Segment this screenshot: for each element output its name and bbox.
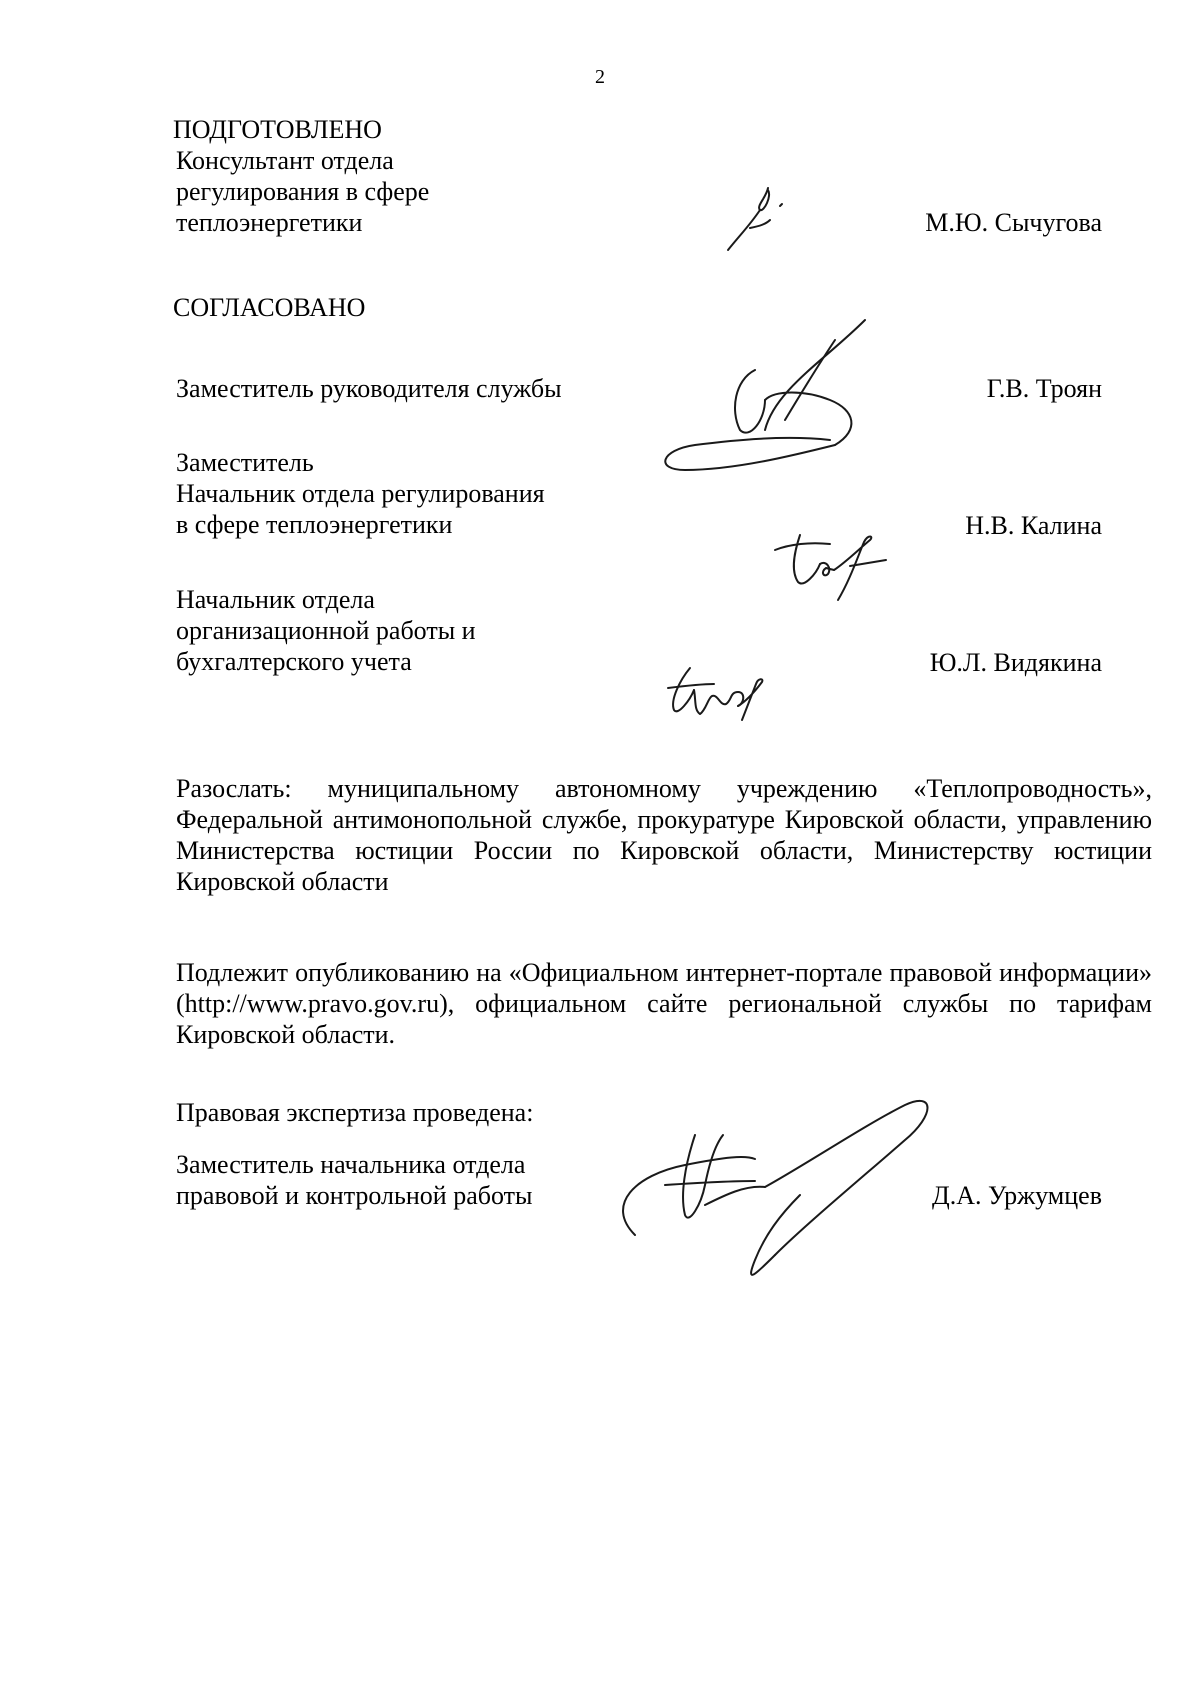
prepared-name: М.Ю. Сычугова (925, 208, 1102, 237)
legal-review-role: Заместитель начальника отдела правовой и контрольной работы (176, 1150, 533, 1210)
signatory-role-1: Заместитель руководителя службы (176, 374, 562, 403)
signature-vidyakina (660, 660, 780, 740)
prepared-heading: ПОДГОТОВЛЕНО (173, 115, 382, 144)
signatory-role-3: Начальник отдела организационной работы и бухгалтерского учета (176, 585, 476, 676)
signatory-name-1: Г.В. Троян (986, 374, 1102, 403)
signature-urzhumtsev (605, 1085, 945, 1285)
signature-sychugova (720, 180, 810, 260)
signatory-role-2: Заместитель Начальник отдела регулирования в сфере теплоэнергетики (176, 448, 545, 539)
signature-troyan (655, 310, 915, 510)
page-number: 2 (595, 66, 605, 88)
publication-text: Подлежит опубликованию на «Официальном интернет-портале правовой информации» (http://www.pravo.gov.ru), официальном сайте региональной службы по тарифам Кировской области. (176, 958, 1152, 1049)
approved-heading: СОГЛАСОВАНО (173, 293, 366, 322)
distribution-text: Разослать: муниципальному автономному учреждению «Теплопроводность», Федеральной антимонопольной службе, прокуратуре Кировской области, управлению Министерства юстиции России по Кировской области, Министерству юстиции Кировской области (176, 774, 1152, 896)
signature-kalina (770, 520, 910, 610)
signatory-name-3: Ю.Л. Видякина (929, 648, 1102, 677)
prepared-role: Консультант отдела регулирования в сфере теплоэнергетики (176, 146, 430, 237)
legal-review-title: Правовая экспертиза проведена: (176, 1098, 534, 1127)
legal-review-name: Д.А. Уржумцев (932, 1181, 1102, 1210)
signatory-name-2: Н.В. Калина (965, 511, 1102, 540)
